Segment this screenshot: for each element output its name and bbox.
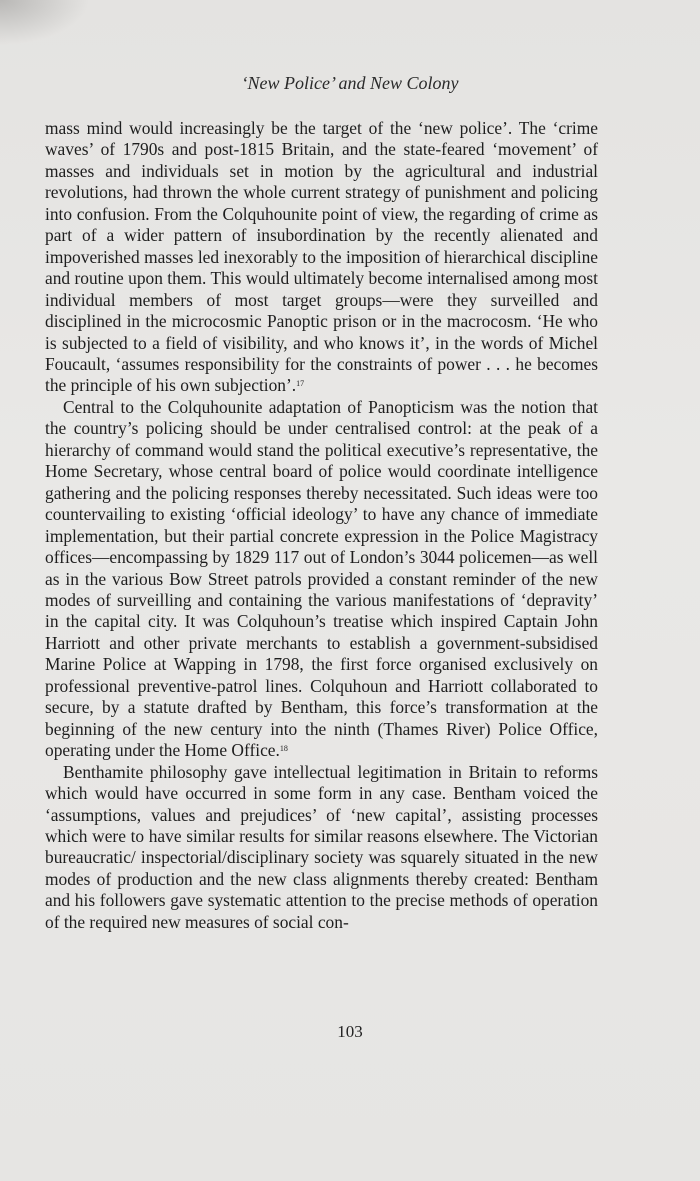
scan-corner-shadow bbox=[0, 0, 90, 45]
paragraph-3-text: Benthamite philosophy gave intellectual legitimation in Britain to reforms which would have occurred in some form in any case. Bentham voiced the ‘assumptions, values and prejudices’ of ‘new capital’, assisting processes which were to have similar results for similar reasons elsewhere. The Victorian bureaucratic/ inspectorial/disciplinary society was squarely situated in the new modes of production and the new class alignments thereby created: Bentham and his followers gave systematic attention to the precise methods of operation of the required new measures of social con- bbox=[45, 761, 598, 932]
footnote-ref-17[interactable]: 17 bbox=[296, 379, 305, 389]
body-text bbox=[45, 118, 598, 933]
footnote-ref-18[interactable]: 18 bbox=[279, 744, 288, 754]
page-number: 103 bbox=[337, 1022, 363, 1041]
paragraph-3 bbox=[45, 762, 598, 934]
paragraph-2-text: Central to the Colquhounite adaptation of Panopticism was the notion that the country’s policing should be under centralised control: at the peak of a hierarchy of command would stand the political executive’s representative, the Home Secretary, whose central board of police would coordinate intelligence gathering and the policing responses thereby necessitated. Such ideas were too countervailing to existing ‘official ideology’ to have any chance of immediate implementation, but their partial concrete expression in the Police Magistracy offices—encompassing by 1829 117 out of London’s 3044 policemen—as well as in the various Bow Street patrols provided a constant reminder of the new modes of surveilling and containing the various manifestations of ‘depravity’ in the capital city. It was Colquhoun’s treatise which inspired Captain John Harriott and other private merchants to establish a government-subsidised Marine Police at Wapping in 1798, the first force organised exclusively on professional preventive-patrol lines. Colquhoun and Harriott collaborated to secure, by a statute drafted by Bentham, this force’s transformation at the beginning of the new century into the ninth (Thames River) Police Office, operating under the Home Office. bbox=[45, 396, 598, 761]
paragraph-1 bbox=[45, 118, 598, 397]
paragraph-1-text: mass mind would increasingly be the target of the ‘new police’. The ‘crime waves’ of 1790s and post-1815 Britain, and the state-feared ‘movement’ of masses and individuals set in motion by the agricultural and industrial revolutions, had thrown the whole current strategy of punishment and policing into confusion. From the Colquhounite point of view, the regarding of crime as part of a wider pattern of insubordination by the recently alienated and impoverished masses led inexorably to the imposition of hierarchical discipline and routine upon them. This would ultimately become internalised among most individual members of most target groups—were they surveilled and disciplined in the microcosmic Panoptic prison or in the macrocosm. ‘He who is subjected to a field of visibility, and who knows it’, in the words of Michel Foucault, ‘assumes responsibility for the constraints of power . . . he becomes the principle of his own subjection’. bbox=[45, 118, 598, 396]
paragraph-2 bbox=[45, 397, 598, 762]
running-head: ‘New Police’ and New Colony bbox=[241, 73, 459, 93]
